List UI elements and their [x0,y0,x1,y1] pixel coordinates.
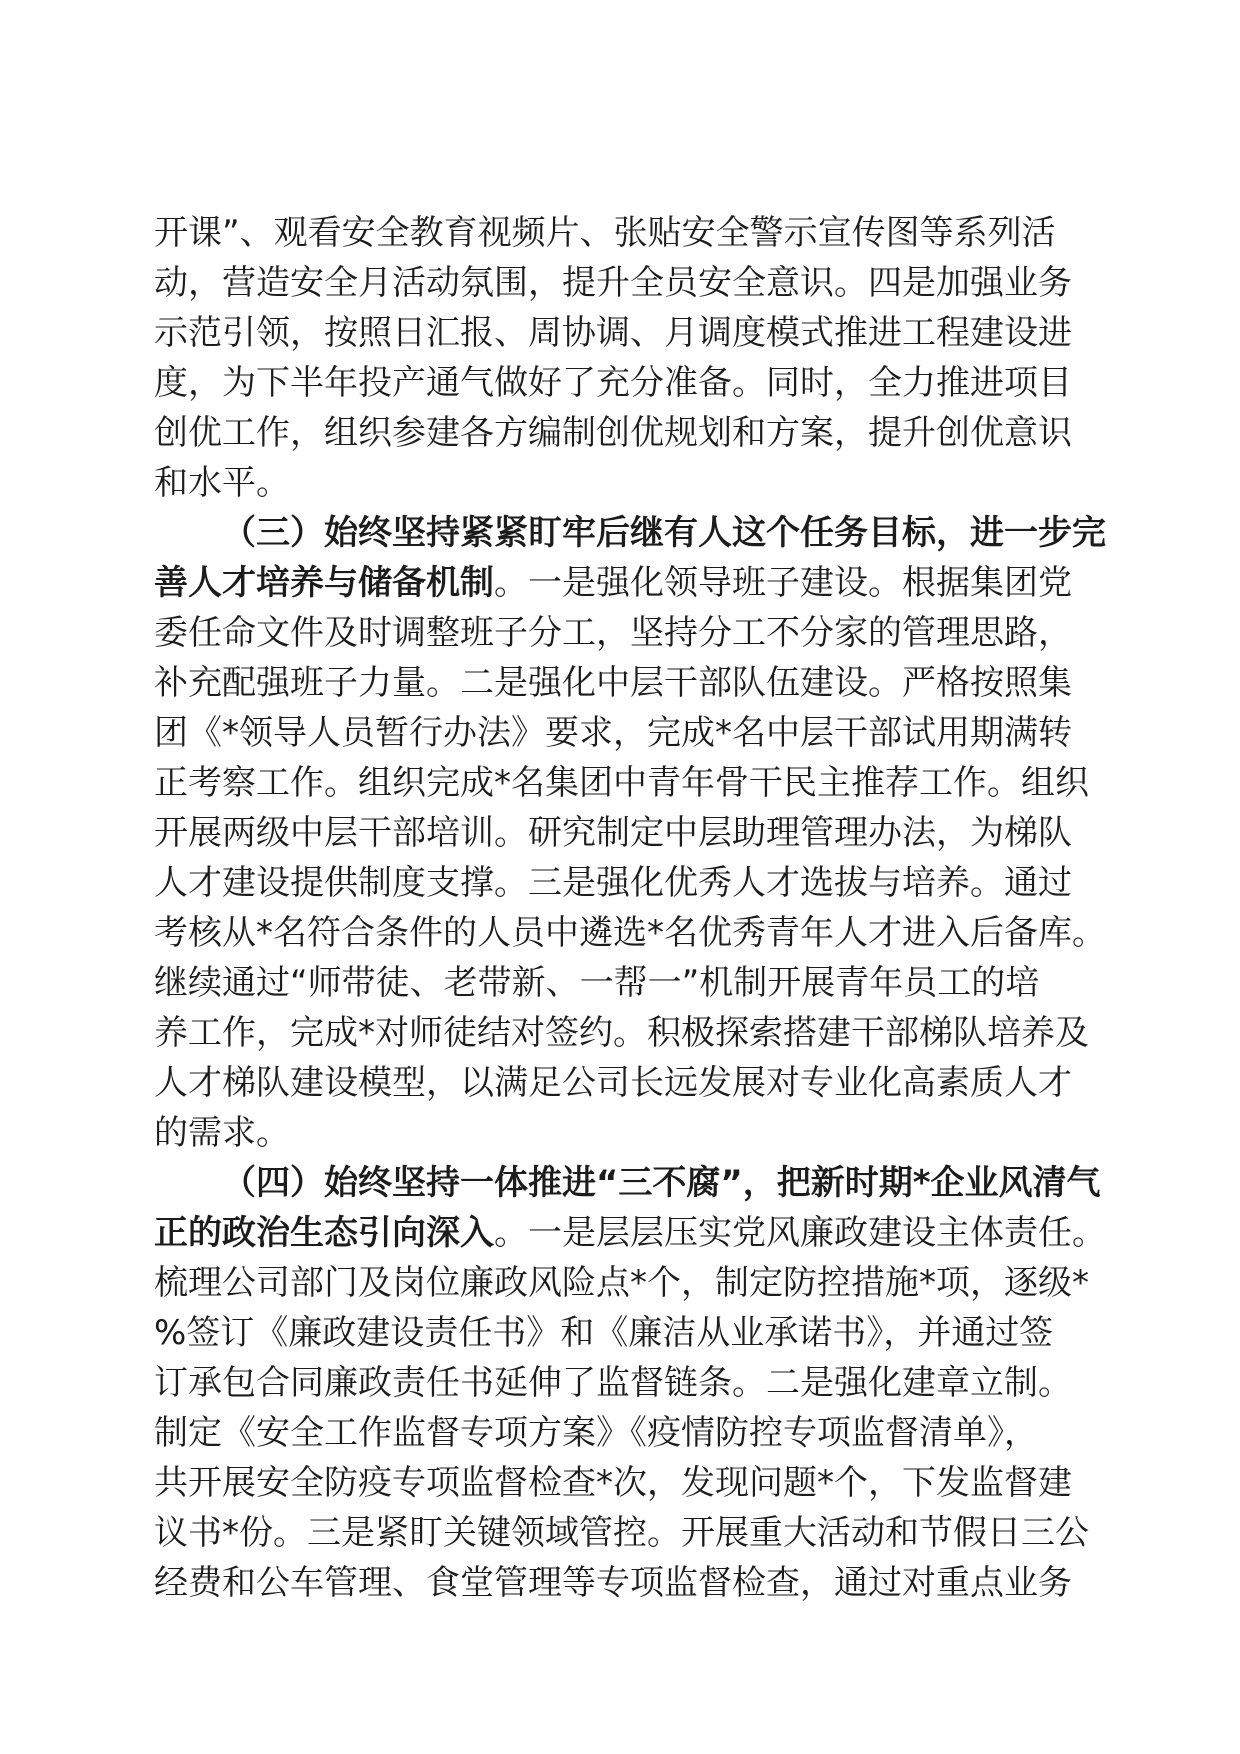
section-heading-end: 正的政治生态引向深入 [154,1213,494,1253]
text-line: 的需求。 [154,1113,290,1153]
text-line: 梳理公司部门及岗位廉政风险点*个，制定防控措施*项，逐级* [154,1263,1089,1303]
text-line: 经费和公车管理、食堂管理等专项监督检查，通过对重点业务 [154,1563,1072,1603]
text-line: 共开展安全防疫专项监督检查*次，发现问题*个，下发监督建 [154,1463,1072,1503]
text-line: 人才建设提供制度支撑。三是强化优秀人才选拔与培养。通过 [154,863,1072,903]
text-line: 订承包合同廉政责任书延伸了监督链条。二是强化建章立制。 [154,1363,1072,1403]
text-span: 。一是强化领导班子建设。根据集团党 [494,563,1072,603]
text-line: 制定《安全工作监督专项方案》《疫情防控专项监督清单》， [154,1413,1038,1453]
text-line: 继续通过“师带徒、老带新、一帮一”机制开展青年员工的培 [154,963,1040,1003]
text-line: 创优工作，组织参建各方编制创优规划和方案，提升创优意识 [154,413,1072,453]
text-line: 正考察工作。组织完成*名集团中青年骨干民主推荐工作。组织 [154,763,1089,803]
text-line: 补充配强班子力量。二是强化中层干部队伍建设。严格按照集 [154,663,1072,703]
text-line: 考核从*名符合条件的人员中遴选*名优秀青年人才进入后备库。 [154,913,1106,953]
text-line: 团《*领导人员暂行办法》要求，完成*名中层干部试用期满转 [154,713,1072,753]
section-heading-end: 善人才培养与储备机制 [154,563,494,603]
section-heading: （四）始终坚持一体推进“三不腐”，把新时期*企业风清气 [222,1163,1101,1203]
text-line: 养工作，完成*对师徒结对签约。积极探索搭建干部梯队培养及 [154,1013,1089,1053]
text-line: 开展两级中层干部培训。研究制定中层助理管理办法，为梯队 [154,813,1072,853]
text-line [154,1208,1106,1258]
text-line: 议书*份。三是紧盯关键领域管控。开展重大活动和节假日三公 [154,1513,1089,1553]
text-line: 和水平。 [154,463,290,503]
text-line: 度，为下半年投产通气做好了充分准备。同时，全力推进项目 [154,363,1072,403]
text-line: 人才梯队建设模型，以满足公司长远发展对专业化高素质人才 [154,1063,1072,1103]
text-line: 动，营造安全月活动氛围，提升全员安全意识。四是加强业务 [154,263,1072,303]
text-line [154,558,1084,608]
document-body [154,208,1106,1608]
text-line: 开课”、观看安全教育视频片、张贴安全警示宣传图等系列活 [154,213,1056,253]
text-span: 。一是层层压实党风廉政建设主体责任。 [494,1213,1106,1253]
text-line: 委任命文件及时调整班子分工，坚持分工不分家的管理思路， [154,613,1072,653]
text-line: 示范引领，按照日汇报、周协调、月调度模式推进工程建设进 [154,313,1072,353]
section-heading: （三）始终坚持紧紧盯牢后继有人这个任务目标，进一步完 [222,513,1106,553]
text-line: %签订《廉政建设责任书》和《廉洁从业承诺书》，并通过签 [154,1313,1054,1353]
